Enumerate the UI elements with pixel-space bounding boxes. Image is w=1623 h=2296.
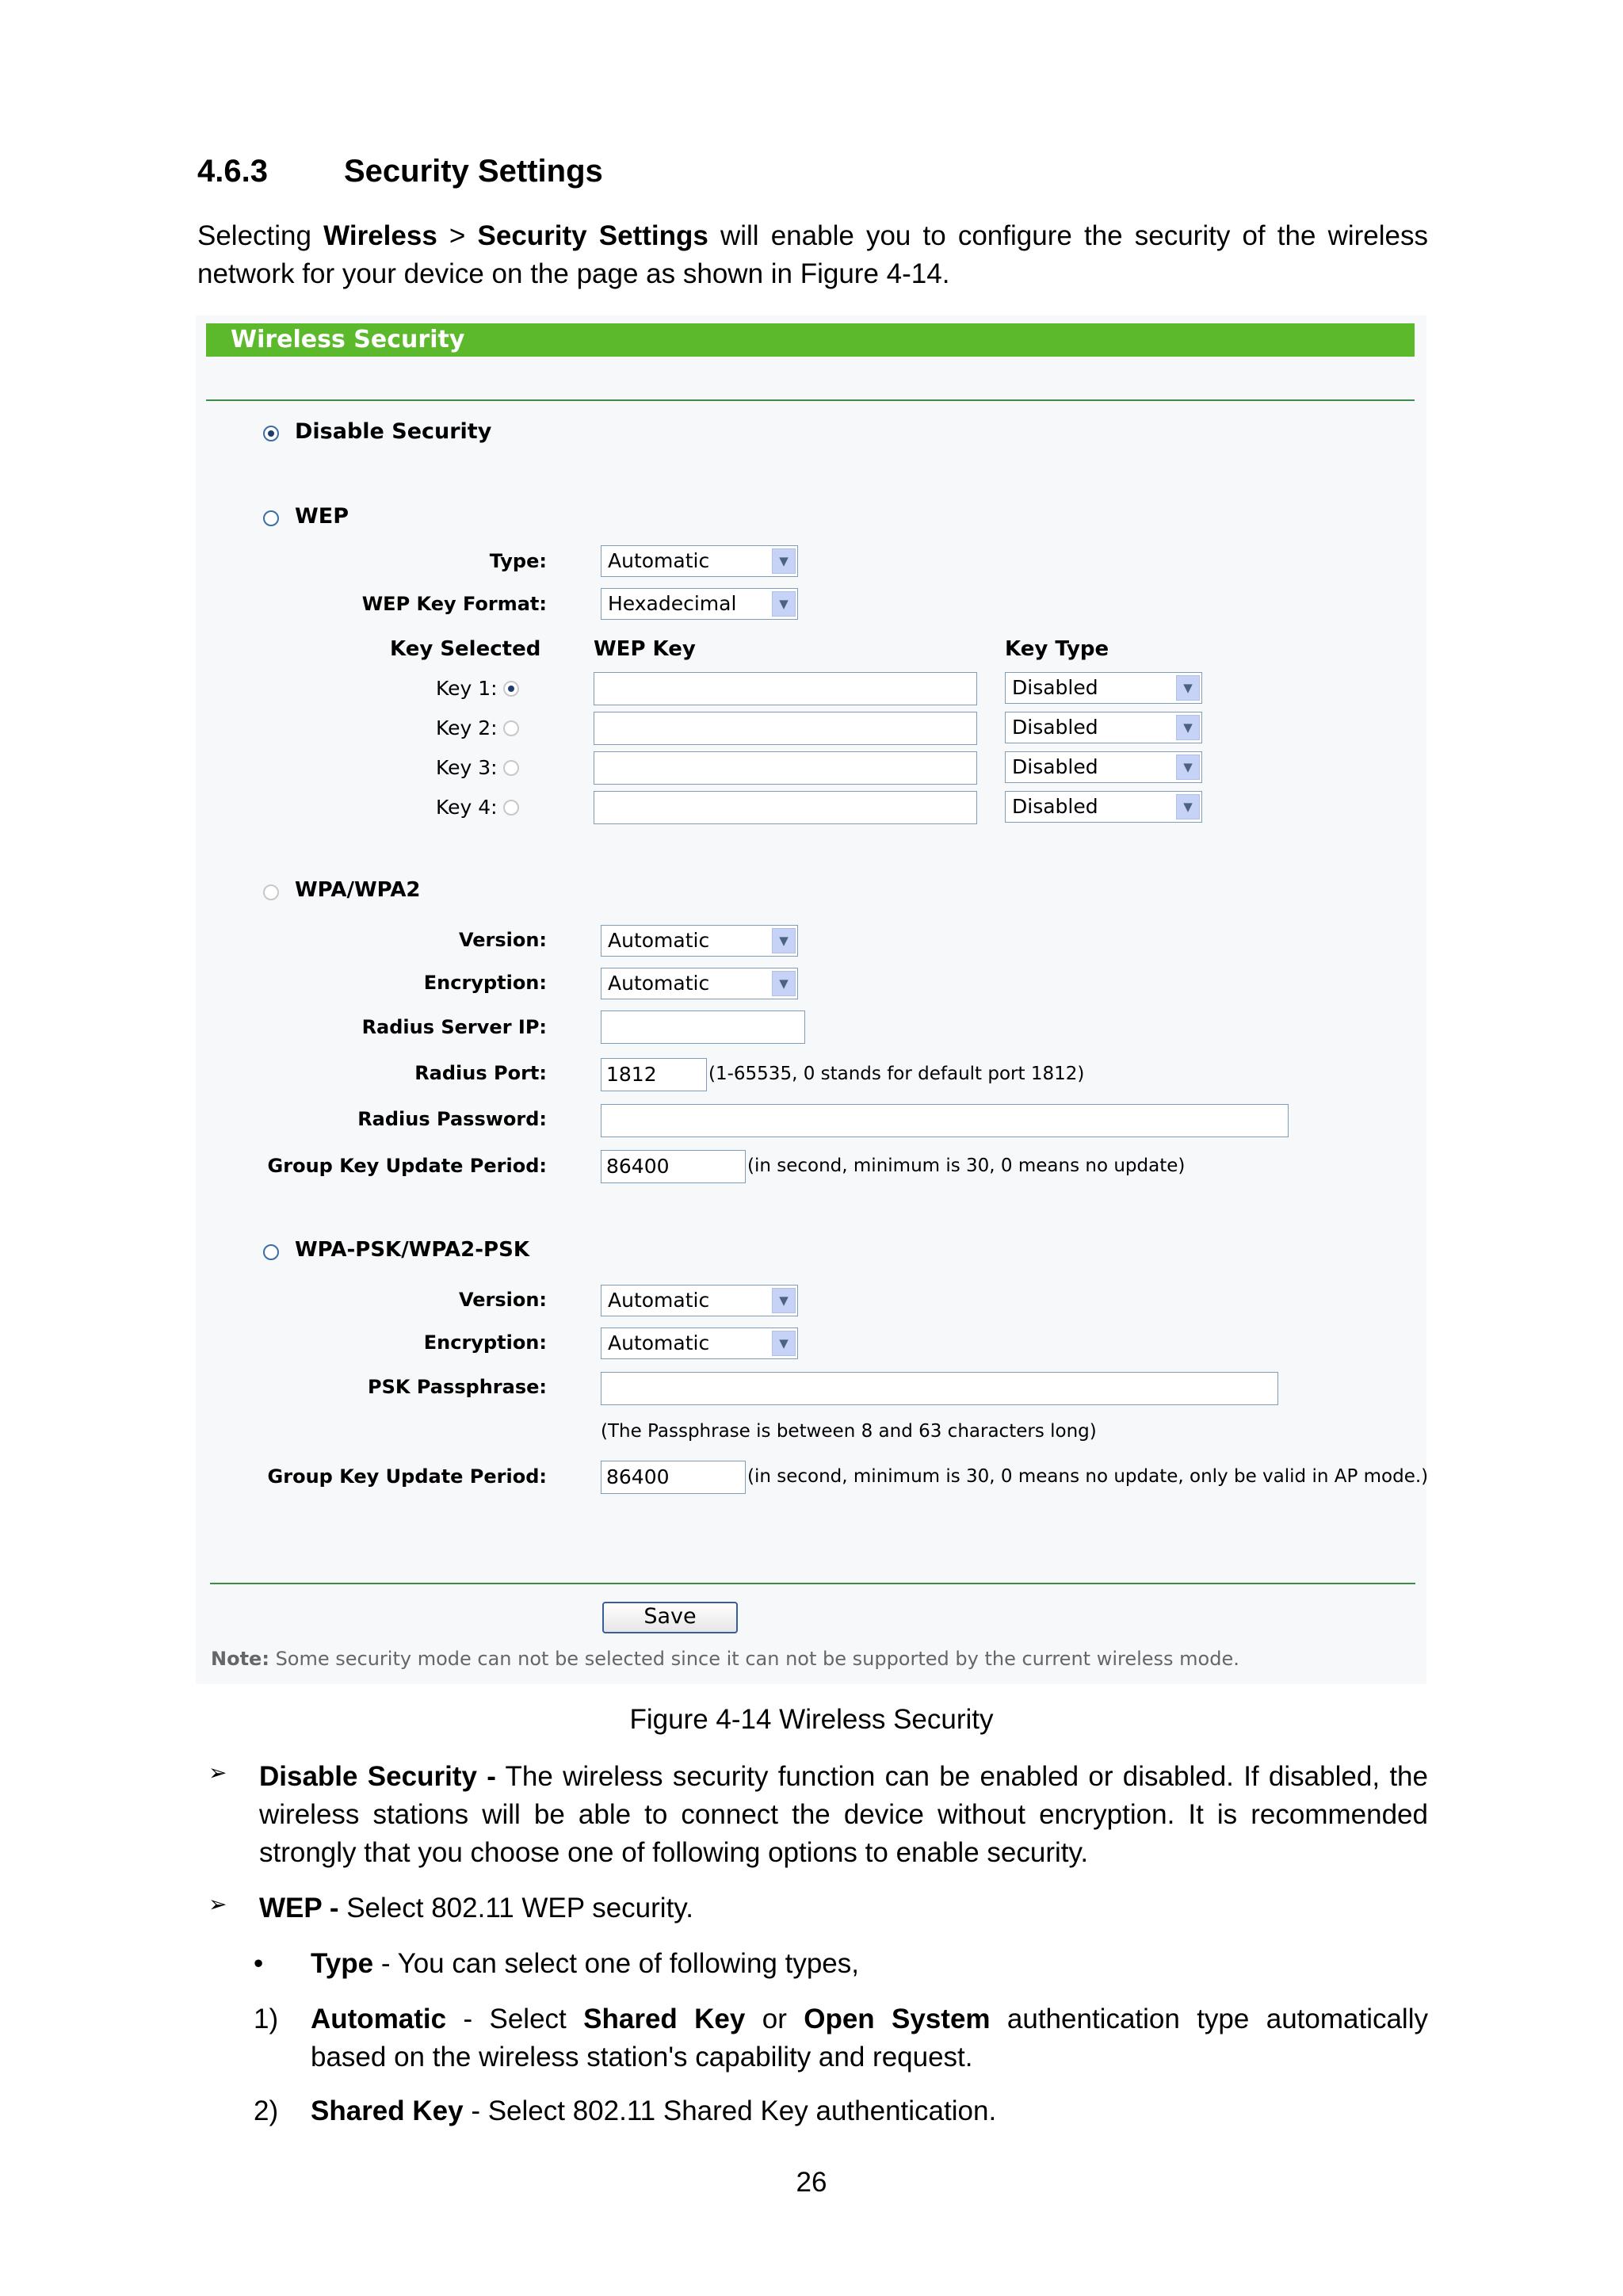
wpa-group-key-input[interactable]: 86400 [601,1150,746,1183]
disable-security-line-1: Disable Security - The wireless security function can be enabled or disabled. If disabled, the [259,1761,1428,1792]
note-text: Some security mode can not be selected since it can not be supported by the current wireless mode. [275,1648,1239,1670]
radius-port-hint: (1-65535, 0 stands for default port 1812) [708,1064,1085,1084]
disable-security-line-3: strongly that you choose one of following options to enable security. [259,1837,1089,1868]
wireless-security-header: Wireless Security [206,323,1415,357]
radius-password-label: Radius Password: [357,1108,547,1130]
psk-passphrase-label: PSK Passphrase: [368,1376,547,1398]
wpa-group-key-label: Group Key Update Period: [267,1155,547,1177]
psk-version-label: Version: [458,1289,547,1311]
key-2-radio[interactable] [503,720,519,736]
psk-passphrase-input[interactable] [601,1372,1278,1405]
wpa-psk-radio[interactable] [263,1244,279,1260]
key-2-type-select[interactable]: Disabled ▼ [1005,712,1202,743]
psk-group-key-input[interactable]: 86400 [601,1461,746,1494]
psk-encryption-label: Encryption: [423,1331,547,1354]
disable-security-line-2: wireless stations will be able to connect the device without encryption. It is recommended [259,1799,1428,1830]
key-1-input[interactable] [594,672,977,705]
chevron-down-icon: ▼ [1176,675,1200,701]
save-button[interactable]: Save [602,1602,738,1633]
radius-server-ip-label: Radius Server IP: [361,1016,547,1038]
intro-line-1: Selecting Wireless > Security Settings will enable you to configure the security of the wireless [197,220,1428,251]
chevron-down-icon: ▼ [772,971,796,996]
section-number: 4.6.3 [197,154,268,189]
item-1-line-2: based on the wireless station's capability and request. [311,2042,973,2073]
wpa-group-key-hint: (in second, minimum is 30, 0 means no update) [747,1156,1186,1176]
disable-security-radio[interactable] [263,426,279,441]
wpa-radio[interactable] [263,884,279,900]
radius-password-input[interactable] [601,1104,1289,1137]
chevron-down-icon: ▼ [772,591,796,617]
disable-security-label: Disable Security [295,419,492,444]
chevron-down-icon: ▼ [772,1288,796,1313]
wep-key-format-select[interactable]: Hexadecimal ▼ [601,588,798,620]
type-description: Type - You can select one of following types, [311,1948,859,1979]
wep-key-format-label: WEP Key Format: [361,593,547,615]
chevron-down-icon: ▼ [1176,794,1200,819]
chevron-down-icon: ▼ [772,928,796,953]
key-2-input[interactable] [594,712,977,745]
arrow-bullet-icon: ➢ [208,1891,227,1917]
key-1-label: Key 1: [436,677,498,700]
psk-group-key-hint: (in second, minimum is 30, 0 means no update, only be valid in AP mode.) [747,1466,1429,1487]
chevron-down-icon: ▼ [1176,755,1200,780]
item-1-number: 1) [254,2004,279,2034]
intro-line-2: network for your device on the page as shown in Figure 4-14. [197,258,950,289]
section-heading [197,154,603,189]
section-title: Security Settings [344,154,603,189]
item-2-number: 2) [254,2095,279,2126]
key-1-radio[interactable] [503,681,519,697]
wep-label: WEP [295,504,349,529]
col-key-selected: Key Selected [390,637,541,661]
wpa-label: WPA/WPA2 [295,878,421,902]
item-2-line: Shared Key - Select 802.11 Shared Key authentication. [311,2095,997,2126]
radius-port-label: Radius Port: [414,1062,547,1084]
radius-port-input[interactable]: 1812 [601,1058,707,1091]
psk-encryption-select[interactable]: Automatic ▼ [601,1328,798,1359]
wep-type-label: Type: [489,550,547,572]
figure-caption: Figure 4-14 Wireless Security [629,1704,994,1735]
wpa-psk-label: WPA-PSK/WPA2-PSK [295,1238,529,1262]
psk-passphrase-hint: (The Passphrase is between 8 and 63 characters long) [601,1421,1097,1442]
key-3-input[interactable] [594,751,977,785]
col-wep-key: WEP Key [594,637,696,661]
figure-note [211,1648,1239,1670]
key-3-label: Key 3: [436,756,498,779]
wep-radio[interactable] [263,510,279,526]
divider-bottom [210,1583,1415,1584]
wep-type-select[interactable]: Automatic ▼ [601,545,798,577]
key-4-input[interactable] [594,791,977,824]
page-number: 26 [796,2167,827,2198]
dot-bullet-icon: • [254,1948,264,1979]
chevron-down-icon: ▼ [1176,715,1200,740]
wpa-version-select[interactable]: Automatic ▼ [601,925,798,957]
chevron-down-icon: ▼ [772,1331,796,1356]
key-4-type-select[interactable]: Disabled ▼ [1005,791,1202,823]
psk-group-key-label: Group Key Update Period: [267,1465,547,1488]
radius-server-ip-input[interactable] [601,1010,805,1044]
key-1-type-select[interactable]: Disabled ▼ [1005,672,1202,704]
key-3-radio[interactable] [503,760,519,776]
arrow-bullet-icon: ➢ [208,1759,227,1786]
psk-version-select[interactable]: Automatic ▼ [601,1285,798,1316]
key-4-label: Key 4: [436,796,498,819]
divider-top [206,399,1415,401]
wpa-encryption-label: Encryption: [423,972,547,994]
key-4-radio[interactable] [503,800,519,816]
note-label: Note: [211,1648,269,1670]
chevron-down-icon: ▼ [772,548,796,574]
wpa-encryption-select[interactable]: Automatic ▼ [601,968,798,999]
wpa-version-label: Version: [458,929,547,951]
item-1-line-1: Automatic - Select Shared Key or Open System authentication type automatically [311,2004,1428,2034]
col-key-type: Key Type [1005,637,1109,661]
wep-description: WEP - Select 802.11 WEP security. [259,1893,693,1924]
key-3-type-select[interactable]: Disabled ▼ [1005,751,1202,783]
key-2-label: Key 2: [436,716,498,739]
